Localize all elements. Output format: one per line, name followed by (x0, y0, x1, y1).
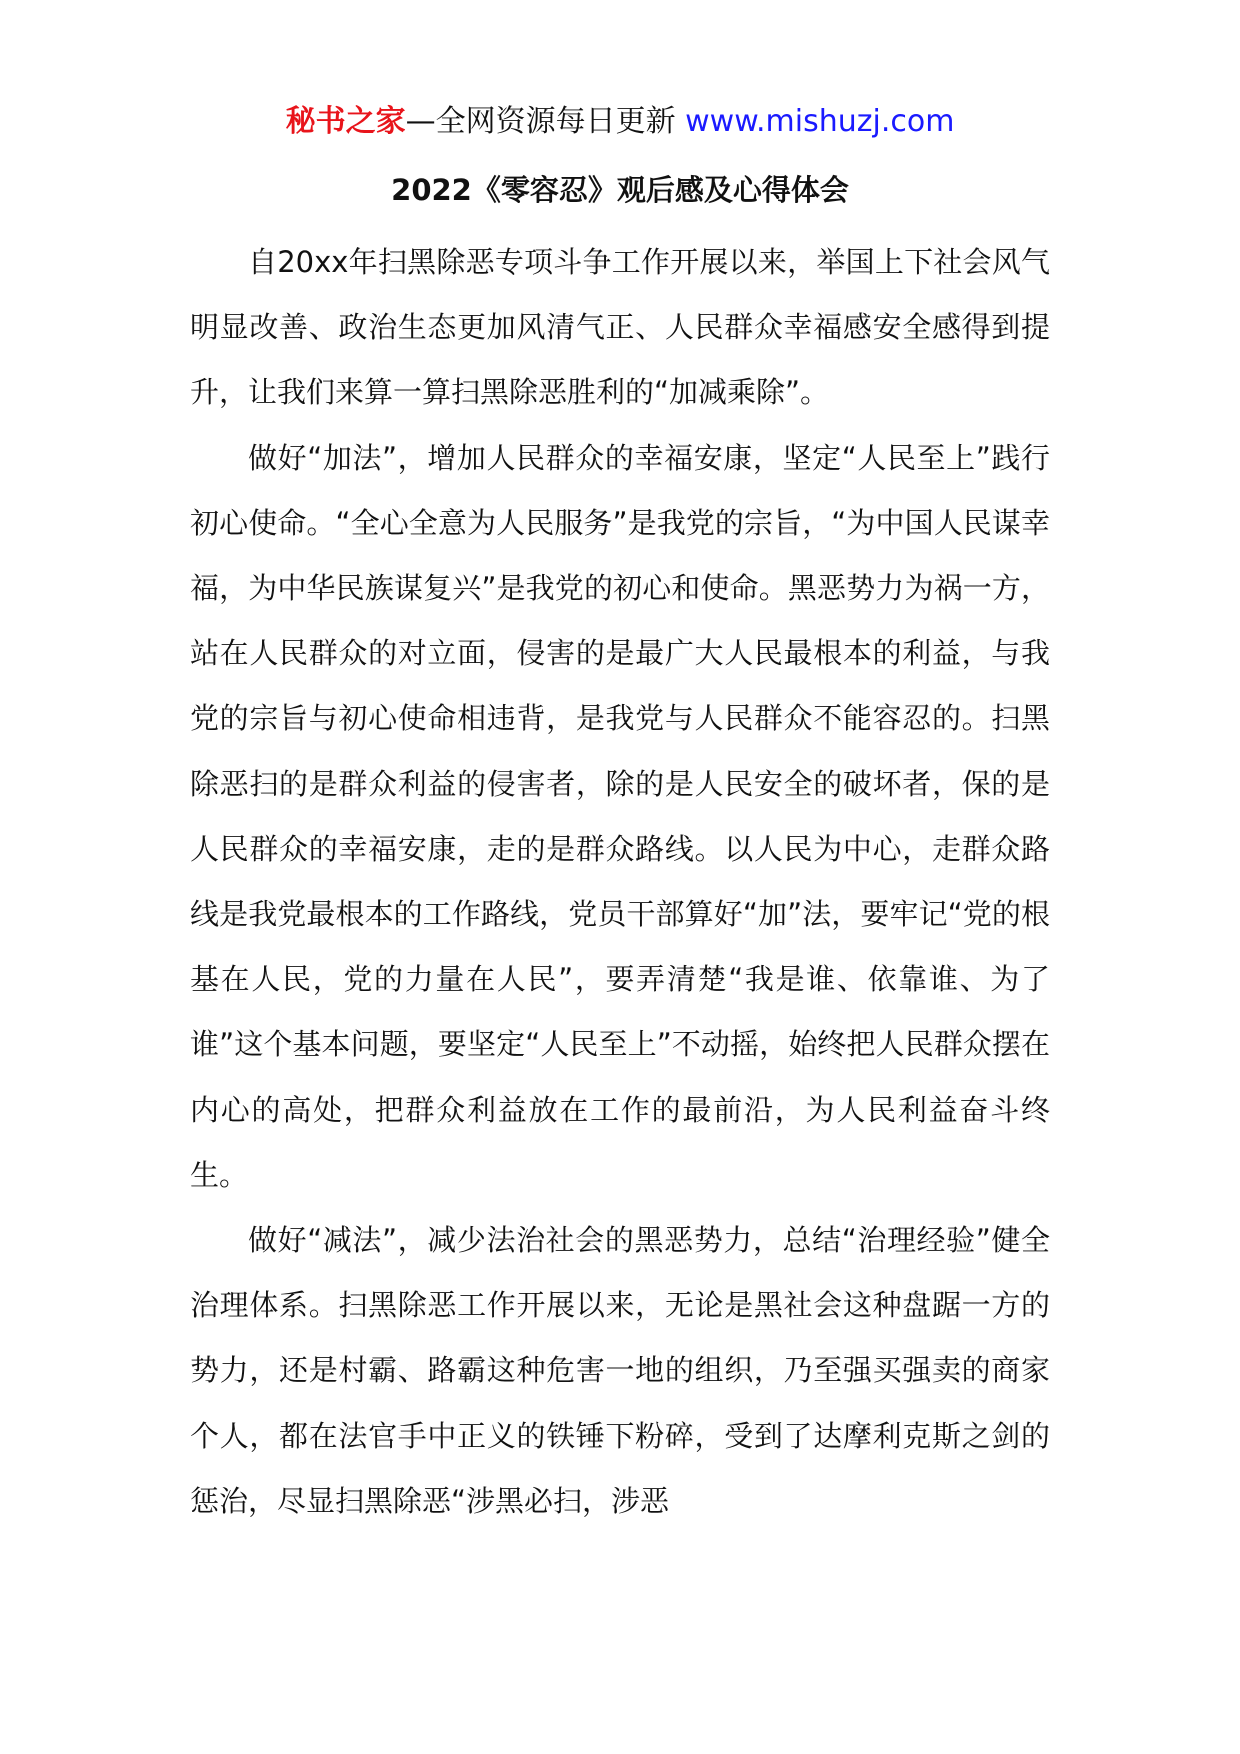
paragraph-addition: 做好“加法”，增加人民群众的幸福安康，坚定“人民至上”践行初心使命。“全心全意为人民服务”是我党的宗旨，“为中国人民谋幸福，为中华民族谋复兴”是我党的初心和使命。黑恶势力为祸一方，站在人民群众的对立面，侵害的是最广大人民最根本的利益，与我党的宗旨与初心使命相违背，是我党与人民群众不能容忍的。扫黑除恶扫的是群众利益的侵害者，除的是人民安全的破坏者，保的是人民群众的幸福安康，走的是群众路线。以人民为中心，走群众路线是我党最根本的工作路线，党员干部算好“加”法，要牢记“党的根基在人民，党的力量在人民”，要弄清楚“我是谁、依靠谁、为了谁”这个基本问题，要坚定“人民至上”不动摇，始终把人民群众摆在内心的高处，把群众利益放在工作的最前沿，为人民利益奋斗终生。 (190, 440, 1050, 1192)
paragraph-intro: 自20xx年扫黑除恶专项斗争工作开展以来，举国上下社会风气明显改善、政治生态更加风清气正、人民群众幸福感安全感得到提升，让我们来算一算扫黑除恶胜利的“加减乘除”。 (190, 245, 1050, 410)
site-header (0, 100, 1240, 144)
paragraph-subtraction: 做好“减法”，减少法治社会的黑恶势力，总结“治理经验”健全治理体系。扫黑除恶工作开展以来，无论是黑社会这种盘踞一方的势力，还是村霸、路霸这种危害一地的组织，乃至强买强卖的商家个人，都在法官手中正义的铁锤下粉碎，受到了达摩利克斯之剑的惩治，尽显扫黑除恶“涉黑必扫，涉恶 (190, 1223, 1050, 1518)
document-title: 2022《零容忍》观后感及心得体会 (391, 173, 849, 207)
site-url-link[interactable]: www.mishuzj.com (685, 104, 955, 139)
document-body (190, 230, 1050, 1534)
header-tagline: —全网资源每日更新 (405, 104, 686, 139)
brand-name: 秘书之家 (285, 104, 406, 139)
